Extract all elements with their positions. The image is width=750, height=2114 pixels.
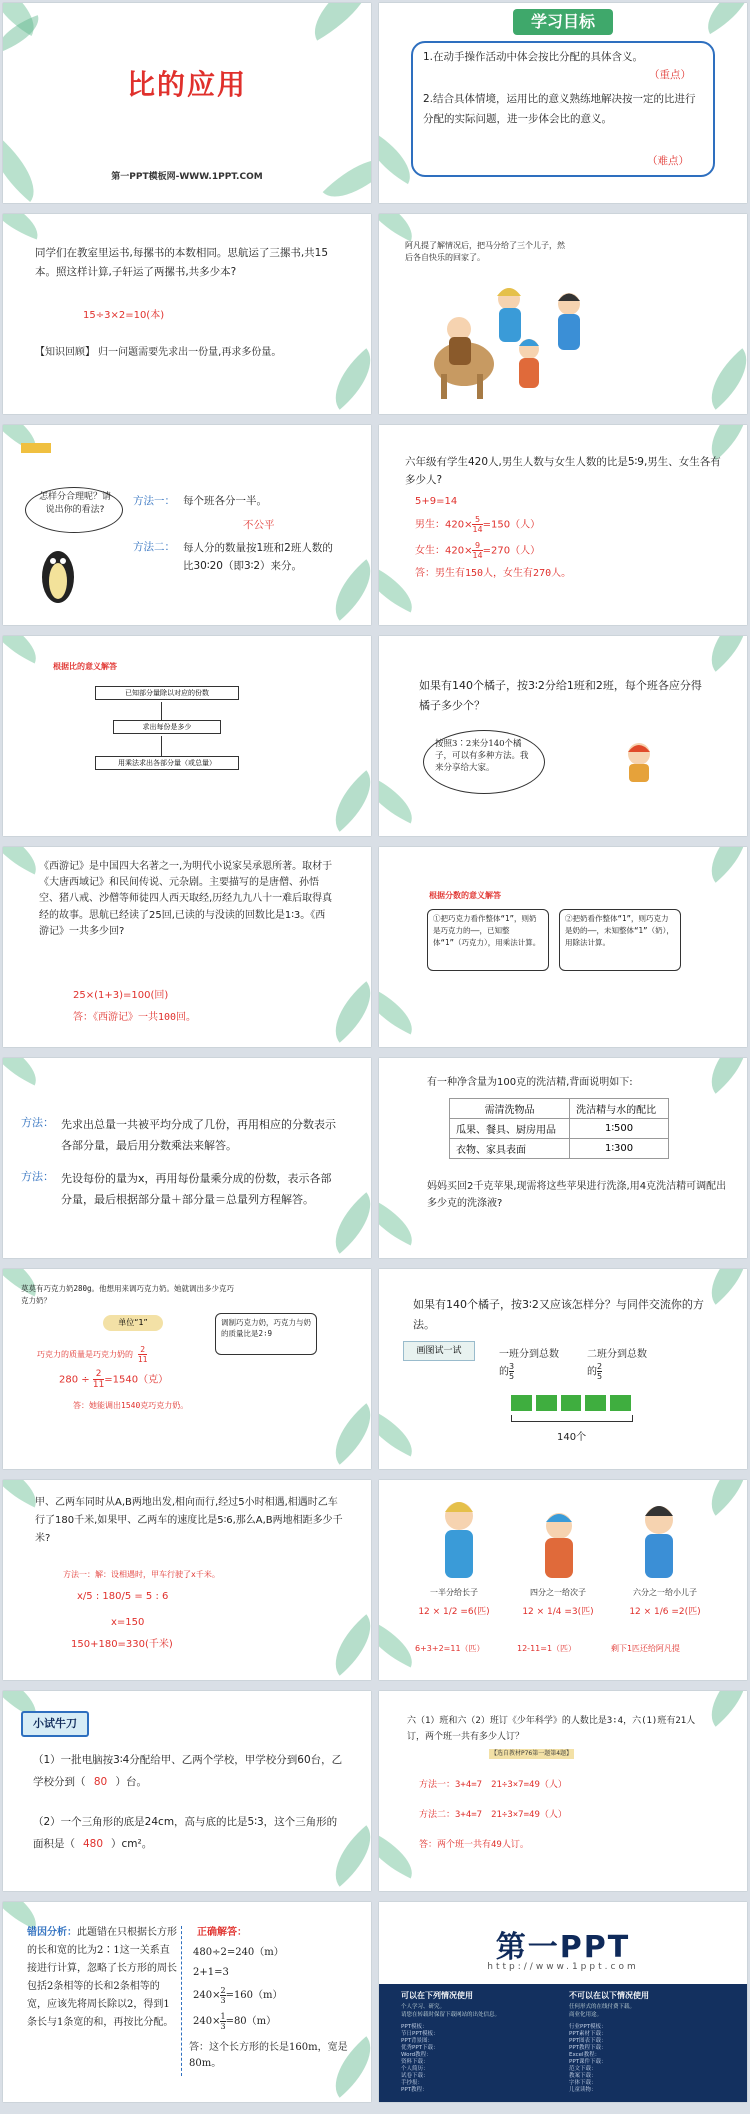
credits-url[interactable]: http://www.1ppt.com [487,1962,639,1972]
flow-arrow-2 [161,736,162,756]
flow-arrow-1 [161,702,162,720]
group-1-label [499,1347,559,1381]
error-title: 错因分析： [27,1927,77,1938]
chocolate-answer: 答：她能调出1540克巧克力奶。 [73,1401,189,1410]
flow-box-3: 用乘法求出各部分量（或总量） [95,756,239,770]
s13-fd: 11 [137,1355,148,1364]
credits-link[interactable]: 资料下载： [401,2059,429,2065]
method2-label: 方法二： [133,541,175,553]
source-tag [489,1749,574,1759]
xiyouji-calc: 25×(1+3)=100(回) [73,990,169,1001]
slide-subscription[interactable] [379,1691,747,1891]
slide-afanti-story[interactable] [379,214,747,414]
credits-link[interactable]: 试卷下载： [401,2073,429,2079]
practice-q1 [33,1749,343,1793]
credits-link[interactable]: PPT模板： [401,2024,428,2030]
goal-2-tag: （难点） [647,155,689,167]
three-sons-illustration [419,1492,709,1582]
xiyouji-answer: 答：《西游记》一共100回。 [73,1012,197,1023]
goal-2: 2.结合具体情境，运用比的意义熟练地解决按一定的比进行分配的实际问题，进一步体会比的意义。 [423,93,696,125]
credits-link[interactable]: PPT图表下载： [569,2038,607,2044]
unit-badge [103,1315,163,1331]
bar-segment [585,1395,606,1411]
subscription-problem: 六（1）班和六（2）班订《少年科学》的人数比是3∶4，六(1)班有21人订，两个班一共有多少人订？ [407,1716,696,1742]
source-tag-text: 【选自教材P76第一题第4题】 [491,1750,573,1757]
students-problem: 六年级有学生420人,男生人数与女生人数的比是5∶9,男生、女生各有多少人? [405,456,721,486]
correct-step-4 [193,2012,276,2031]
son-2-label: 四分之一给次子 [530,1588,586,1597]
s6-l2d: 14 [472,525,483,534]
speech-text: 按照3∶2来分140个橘子，可以有多种方法。我来分享给大家。 [435,739,529,773]
s6-l2a: 男生：420× [415,519,473,531]
credits-link[interactable]: 儿童读物： [569,2087,597,2093]
credits-link[interactable]: PPT教程： [401,2087,428,2093]
detergent-cell: 1∶500 [570,1119,669,1139]
s19-k3a: 240× [193,1990,221,2001]
summary-label-2: 方法： [21,1170,54,1183]
credits-link[interactable]: 优秀PPT下载： [401,2045,439,2051]
bar-segment [536,1395,557,1411]
s6-l3d: 14 [472,551,483,560]
detergent-cell: 瓜果、餐具、厨房用品 [450,1119,570,1139]
logo-text: 第一PPT [495,1930,631,1965]
error-analysis [27,1924,177,2032]
credits-link[interactable]: 教案下载： [569,2073,597,2079]
chocolate-calc: 280 ÷ $\frac{2}{11}$ =1540（克） [59,1369,169,1390]
goals-title-text: 学习目标 [530,12,595,31]
draw-problem: 如果有140个橘子，按3∶2又应该怎样分？与同伴交流你的方法。 [413,1298,704,1331]
s14-g1d: 5 [509,1372,515,1381]
detergent-question: 妈妈买回2千克苹果,现需将这些苹果进行洗涤,用4克洗洁精可调配出多少克的洗涤液? [427,1181,727,1209]
boy-icon [619,736,659,786]
s6-l2b: =150（人） [482,519,541,531]
forbidden-item: 商业化用途。 [569,2012,603,2018]
s13-line1: 巧克力的质量是巧克力奶的 [37,1350,133,1359]
s6-l2n: 5 [472,515,482,525]
s17-q1b: ）台。 [115,1776,147,1788]
slide-oranges[interactable] [379,636,747,836]
slide-ratio-flow[interactable] [3,636,371,836]
son-3-label: 六分之一给小儿子 [633,1588,697,1597]
practice-q1-answer: 80 [93,1776,108,1788]
links-left [401,2024,551,2094]
students-step1: 5+9=14 [415,496,458,507]
practice-q2 [33,1811,343,1855]
method2-text: 每人分的数量按1班和2班人数的比30∶20（即3∶2）来分。 [183,542,333,572]
cars-eq3: 150+180=330(千米) [71,1639,173,1650]
summary-text-2: 先设每份的量为x，再用每份量乘分成的份数，表示各部分量，最后根据部分量＋部分量＝总量列方程解答。 [61,1172,332,1206]
chocolate-line1 [37,1345,147,1364]
credits-link[interactable]: 个人简历： [401,2066,429,2072]
note-text: 调制巧克力奶，巧克力与奶的质量比是2∶9 [221,1318,311,1338]
practice-tab [21,1711,89,1737]
s19-k3b: =160（m） [225,1990,283,2001]
slide-books[interactable] [3,214,371,414]
links-right [569,2024,719,2094]
s19-k3n: 2 [220,1986,226,1995]
slide-horses[interactable] [379,1480,747,1680]
cars-eq2: x=150 [111,1617,145,1628]
chocolate-problem: 莫莫有巧克力奶280g。他想用来调巧克力奶。她就调出多少克巧克力奶？ [21,1284,235,1305]
slide-method-summary[interactable] [3,1058,371,1258]
s19-k4a: 240× [193,2016,221,2027]
draw-tab [403,1341,475,1361]
summary-label-1: 方法： [21,1116,54,1129]
students-step2 [415,515,540,534]
s17-q1a: （1）一批电脑按3∶4分配给甲、乙两个学校，甲学校分到60台，乙学校分到（ [33,1754,343,1788]
detergent-header-2: 洗洁精与水的配比 [570,1099,669,1119]
credits-link[interactable]: Excel教程： [569,2052,601,2058]
bar-segment [511,1395,532,1411]
credits-link[interactable]: 字体下载： [569,2080,597,2086]
unfair-label: 不公平 [243,519,275,531]
practice-tab-text: 小试牛刀 [33,1717,77,1730]
allowed-item: 个人学习、研究。 [401,2004,446,2010]
slide-title-heading: 比的应用 [126,68,247,101]
subscription-answer: 答：两个班一共有49人订。 [419,1840,529,1850]
s17-q2b: ）cm²。 [111,1838,153,1850]
s6-l3a: 女生：420× [415,545,473,557]
total-label: 140个 [557,1432,587,1443]
horse-result-1: 6+3+2=11（匹） [415,1644,485,1653]
slide-goals[interactable] [379,3,747,203]
bookmark-tab [21,443,51,453]
slide-methods[interactable] [3,425,371,625]
detergent-cell: 衣物、家具表面 [450,1139,570,1159]
credits-logo [379,1922,747,1966]
fraction-meaning-title: 根据分数的意义解答 [429,891,501,900]
bar-segment [561,1395,582,1411]
s17-q2a: （2）一个三角形的底是24cm，高与底的比是5∶3，这个三角形的面积是（ [33,1816,338,1850]
books-answer: 15÷3×2=10(本) [83,310,165,321]
forbidden-item: 任何形式的在线付费下载。 [569,2004,636,2010]
s13-fn: 2 [138,1345,148,1355]
s6-l3n: 9 [472,541,482,551]
penguin-icon [33,537,83,607]
cars-method: 方法一：解：设相遇时，甲车行驶了x千米。 [63,1570,220,1579]
brace [511,1415,633,1422]
correct-step-3 [193,1986,283,2005]
summary-text-1: 先求出总量一共被平均分成了几份，再用相应的分数表示各部分量，最后用分数乘法来解答。 [61,1118,336,1152]
draw-tab-text: 画图试一试 [416,1346,462,1356]
subscription-method-1: 方法一：3+4=7 21÷3×7=49（人） [419,1780,567,1790]
case-1-text: ①把巧克力看作整体“1”，则奶是巧克力的——，已知整体“1”（巧克力），用乘法计算。 [433,914,541,947]
books-review: 【知识回顾】 归一问题需要先求出一份量,再求多份量。 [35,347,282,358]
credits-link[interactable]: 范文下载： [569,2066,597,2072]
students-step3 [415,541,540,560]
slide-error-analysis[interactable] [3,1902,371,2102]
goal-1-tag: （重点） [649,69,691,81]
horse-result-2: 12-11=1（匹） [517,1644,577,1653]
credits-link[interactable]: 手抄报： [401,2080,424,2086]
s19-k4b: =80（m） [225,2016,277,2027]
slide-title-subtitle: 第一PPT模板网-WWW.1PPT.COM [111,172,263,182]
s14-g2d: 5 [597,1372,603,1381]
son-2-value: 12 × 1/4 =3(匹) [522,1607,594,1617]
detergent-table [449,1098,669,1159]
s6-l3b: =270（人） [482,545,541,557]
credits-link[interactable]: 行业PPT模板： [569,2024,607,2030]
divider [181,1926,182,2076]
group-2-label [587,1347,647,1381]
slide-chocolate[interactable] [3,1269,371,1469]
slide-fraction-meaning[interactable] [379,847,747,1047]
s14-g2n: 2 [597,1362,603,1371]
cars-eq1: x/5 : 180/5 = 5 : 6 [77,1591,169,1602]
detergent-header-1: 需清洗物品 [450,1099,570,1119]
flow-box-2: 求出每份是多少 [113,720,221,734]
method1-text: 每个班各分一半。 [183,495,267,507]
slide-credits[interactable] [379,1902,747,2102]
cars-problem: 甲、乙两车同时从A,B两地出发,相向而行,经过5小时相遇,相遇时乙车行了180千米,如果甲、乙两车的速度比是5∶6,那么A,B两地相距多少千米? [35,1497,343,1544]
bar-segments [511,1395,631,1411]
afanti-illustration [419,274,719,404]
s19-k4n: 1 [220,2012,226,2021]
bubble-text: 怎样分合理呢？请说出你的看法? [38,492,111,515]
correct-step-2: 2+1=3 [193,1967,229,1978]
slide-practice[interactable] [3,1691,371,1891]
goal-1: 1.在动手操作活动中体会按比分配的具体含义。 [423,51,644,63]
s19-k4d: 3 [220,2022,226,2031]
credits-link[interactable]: PPT教程下载： [569,2045,607,2051]
s13-calc-b: =1540（克） [104,1374,169,1386]
son-3-value: 12 × 1/6 =2(匹) [629,1607,701,1617]
case-2-text: ②把奶看作整体“1”，则巧克力是奶的——，未知整体“1”（奶），用除法计算。 [565,914,674,947]
credits-link[interactable]: PPT课件下载： [569,2059,607,2065]
credits-link[interactable]: Word教程： [401,2052,432,2058]
allowed-item: 请您在转载时保留下载网站的出处信息。 [401,2012,501,2018]
s14-g1: 一班分到总数的 [499,1349,559,1378]
bar-segment [610,1395,631,1411]
slide-students[interactable] [379,425,747,625]
s14-g2: 二班分到总数的 [587,1349,647,1378]
flow-box-1: 已知部分量除以对应的份数 [95,686,239,700]
horse-result-3: 剩下1匹还给阿凡提 [611,1644,680,1653]
allowed-title: 可以在下列情况使用 [401,1991,473,2000]
slide-xiyouji[interactable] [3,847,371,1047]
son-1-label: 一半分给长子 [430,1588,478,1597]
subscription-method-2: 方法二：3+4=7 21÷3×7=49（人） [419,1810,567,1820]
detergent-intro: 有一种净含量为100克的洗洁精,背面说明如下: [427,1077,633,1088]
s14-g1n: 3 [509,1362,515,1371]
students-answer: 答：男生有150人，女生有270人。 [415,568,572,579]
error-text: 此题错在只根据长方形的长和宽的比为2∶1这一关系直接进行计算，忽略了长方形的周长包括2条相等的长和2条相等的宽，应该先将周长除以2，得到1条长与1条宽的和，再按比分配。 [27,1927,177,2028]
slide-cars[interactable] [3,1480,371,1680]
s13-calc-a: 280 ÷ [59,1374,90,1386]
xiyouji-problem: 《西游记》是中国四大名著之一,为明代小说家吴承恩所著。取材于《大唐西域记》和民间传说、元杂剧。主要描写的是唐僧、孙悟空、猪八戒、沙僧等师徒四人西天取经,历经九九八十一难后取得真经的故事。思航已经读了25回,已读的与没读的回数比是1∶3。《西游记》一共多少回? [39,861,333,937]
correct-title: 正确解答： [197,1927,247,1938]
unit-badge-text: 单位“1” [118,1318,148,1327]
books-problem: 同学们在教室里运书,每摞书的本数相同。思航运了三摞书,共15本。照这样计算,子轩运了两摞书,共多少本? [35,247,329,278]
son-1-value: 12 × 1/2 =6(匹) [418,1607,490,1617]
detergent-cell: 1∶300 [570,1139,669,1159]
correct-step-1: 480÷2=240（m） [193,1947,284,1958]
slide-title[interactable] [3,3,371,203]
slide-detergent[interactable] [379,1058,747,1258]
credits-link[interactable]: 节日PPT模板： [401,2031,439,2037]
goals-title [513,9,613,35]
correct-answer: 答：这个长方形的长是160m，宽是80m。 [189,2042,348,2069]
s19-k3d: 3 [220,1996,226,2005]
oranges-problem: 如果有140个橘子，按3∶2分给1班和2班，每个班各应分得橘子多少个？ [419,679,702,712]
slide-draw-diagram[interactable] [379,1269,747,1469]
forbidden-title: 不可以在以下情况使用 [569,1991,649,2000]
ratio-flow-title: 根据比的意义解答 [53,662,117,671]
afanti-text: 阿凡提了解情况后，把马分给了三个儿子，然后各自快乐的回家了。 [405,241,565,262]
method1-label: 方法一： [133,495,175,507]
practice-q2-answer: 480 [82,1838,104,1850]
credits-link[interactable]: PPT背景图： [401,2038,433,2044]
credits-link[interactable]: PPT素材下载： [569,2031,607,2037]
